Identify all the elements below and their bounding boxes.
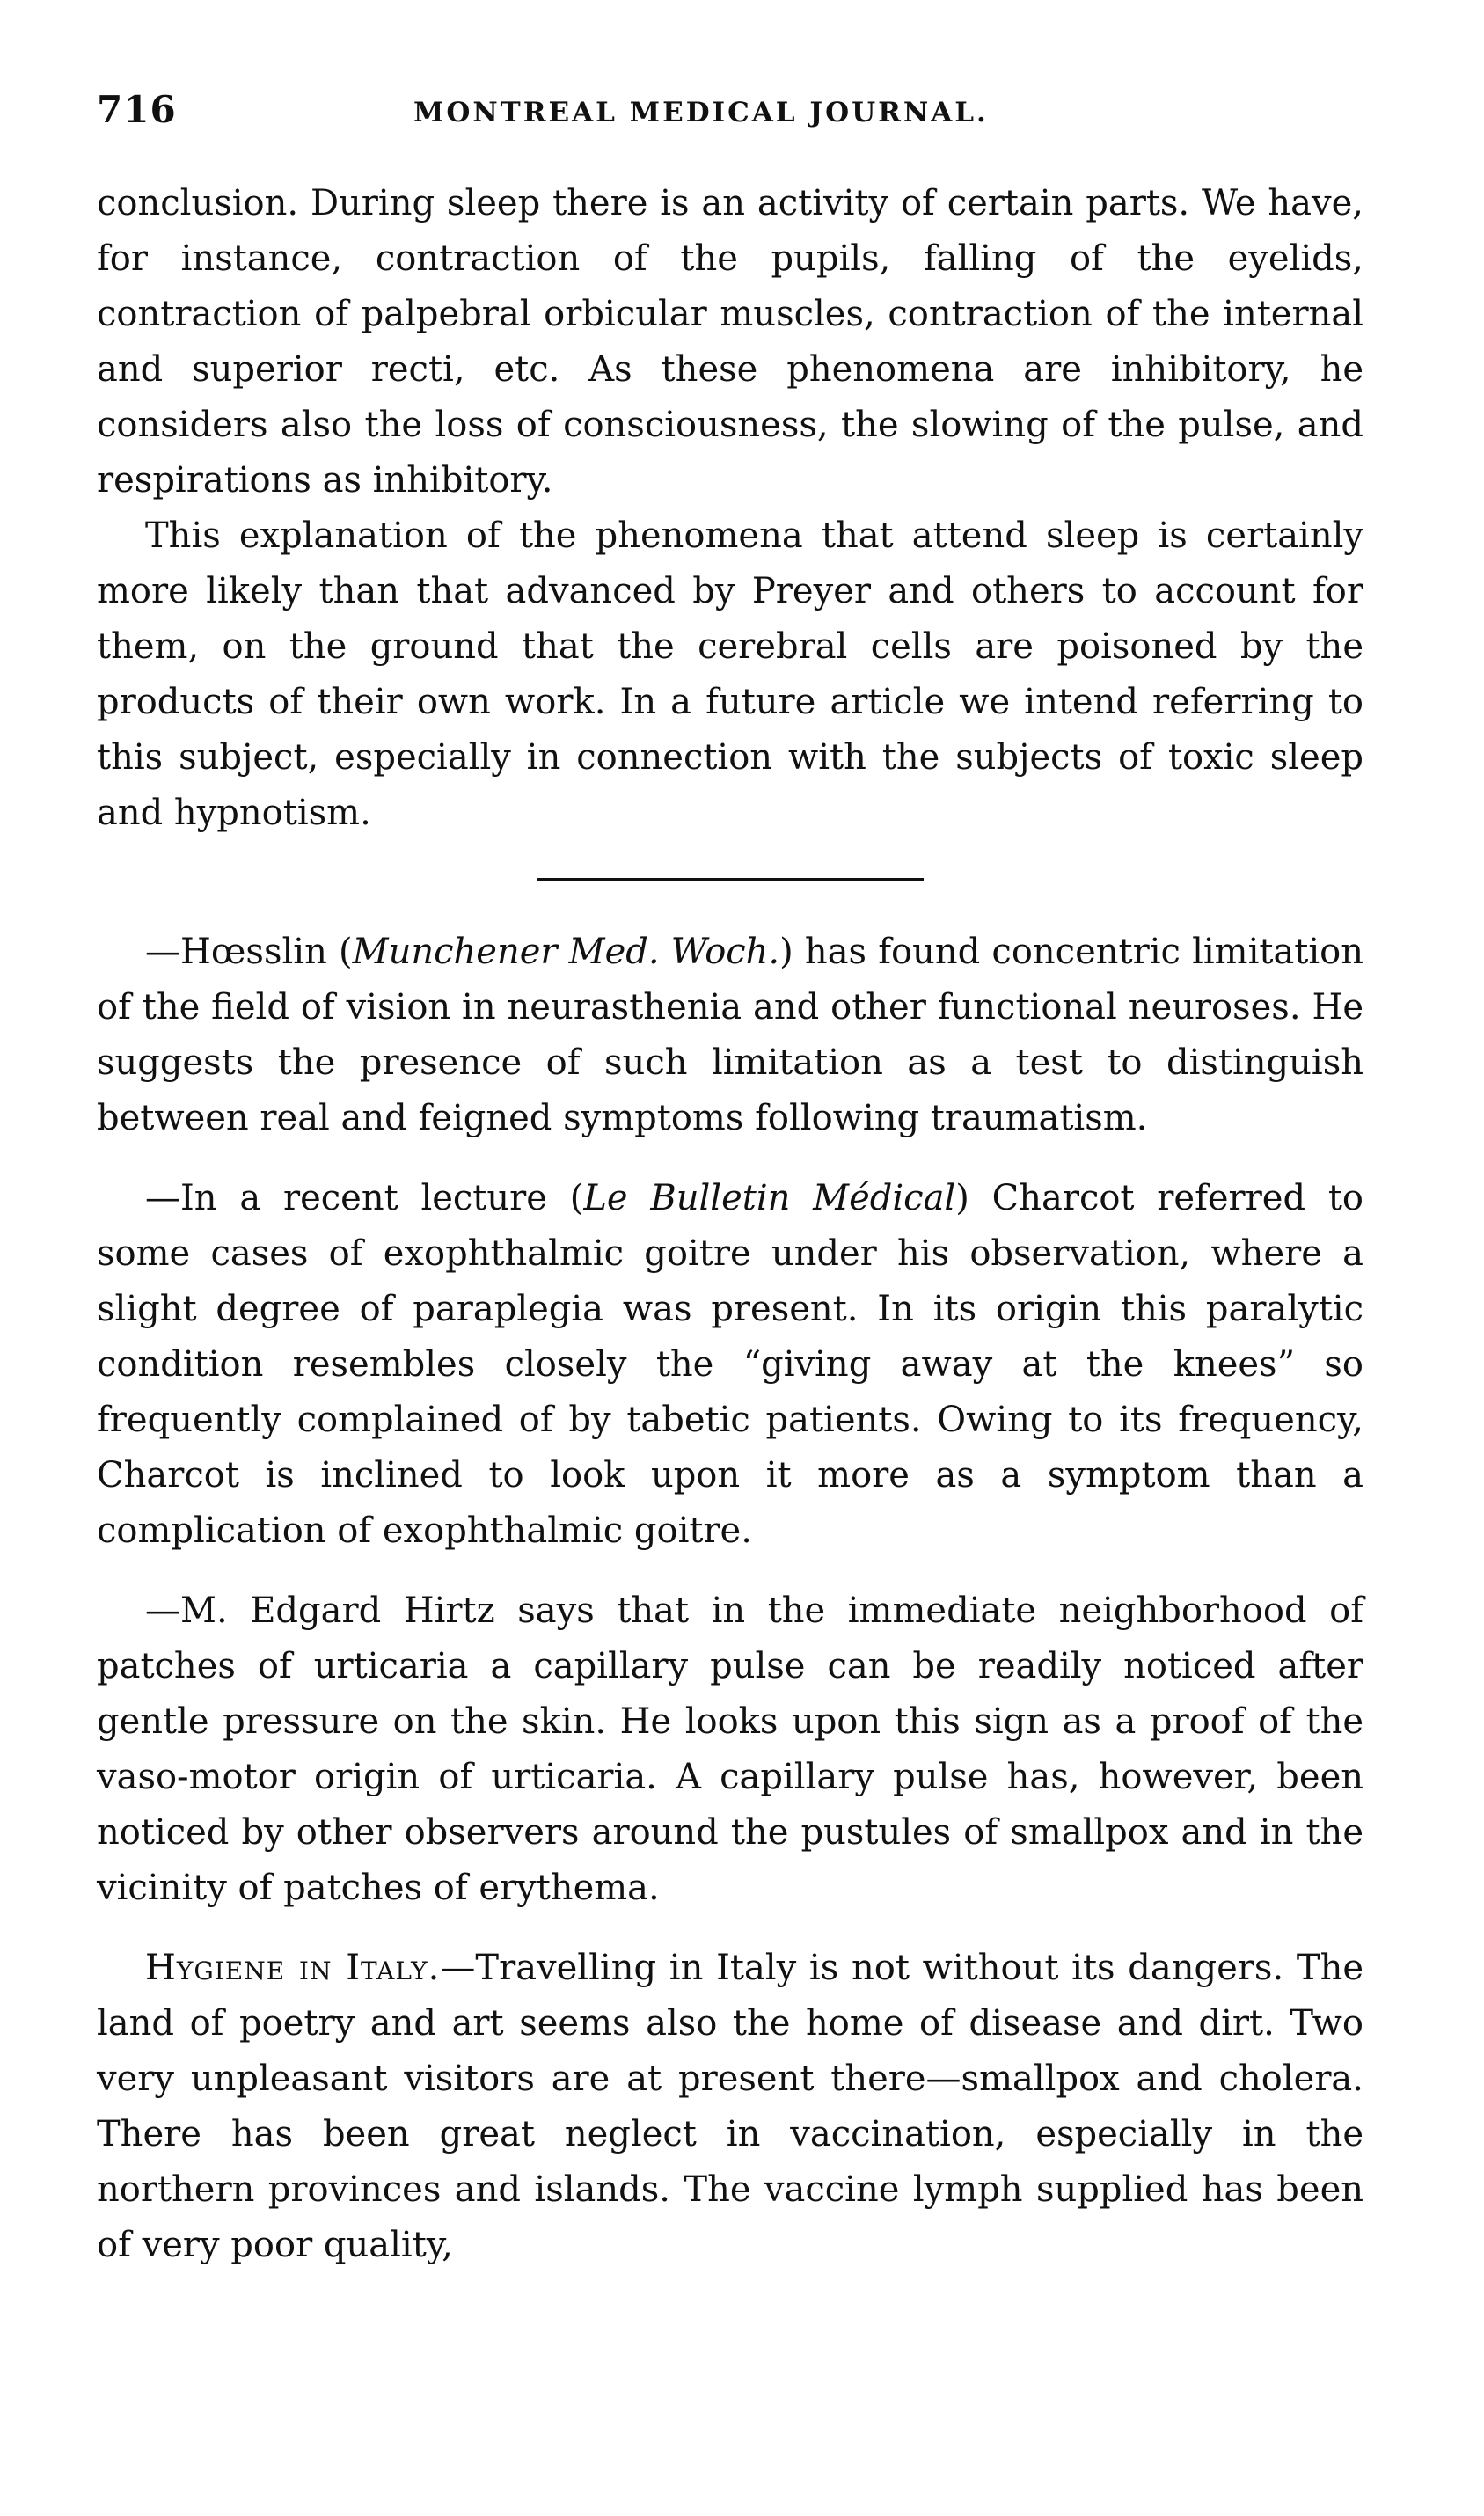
page-number: 716 — [97, 88, 177, 131]
paragraph-hygiene-italy — [97, 1941, 1363, 2273]
paragraph-charcot — [97, 1171, 1363, 1559]
page-header — [97, 88, 1363, 141]
hygiene-heading: Hygiene in Italy. — [145, 1948, 441, 1988]
section-divider — [537, 878, 924, 881]
journal-page — [97, 88, 1363, 2273]
paragraph-hirtz: —M. Edgard Hirtz says that in the immediate neighborhood of patches of urticaria a capillary pulse can be readily noticed after gentle pressure on the skin. He looks upon this sign as a proof of the vaso-motor origin of urticaria. A capillary pulse has, however, been noticed by other observers around the pustules of smallpox and in the vicinity of patches of erythema. — [97, 1591, 1363, 1908]
hoesslin-citation: Munchener Med. Woch. — [352, 932, 780, 972]
hygiene-text: —Travelling in Italy is not without its dangers. The land of poetry and art seems also the home of disease and dirt. Two very unpleasant visitors are at present there—smallpox and cholera. There has been great neglect in vaccination, especially in the northern provinces and islands. The vaccine lymph supplied has been of very poor quality, — [97, 1948, 1364, 2265]
paragraph-hoesslin — [97, 925, 1363, 1146]
running-title: MONTREAL MEDICAL JOURNAL. — [413, 97, 989, 128]
paragraph-sleep-explanation: This explanation of the phenomena that attend sleep is certainly more likely than that advanced by Preyer and others to account for them, on the ground that the cerebral cells are poisoned by the products of their own work. In a future article we intend referring to this subject, especially in connection with the subjects of toxic sleep and hypnotism. — [97, 516, 1363, 833]
charcot-lead: —In a recent lecture ( — [145, 1178, 584, 1218]
paragraph-sleep-conclusion: conclusion. During sleep there is an activity of certain parts. We have, for instance, contraction of the pupils, falling of the eyelids, contraction of palpebral orbicular muscles, contraction of the internal and superior recti, etc. As these phenomena are inhibitory, he considers also the loss of consciousness, the slowing of the pulse, and respirations as inhibitory. — [97, 183, 1363, 501]
charcot-text: ) Charcot referred to some cases of exophthalmic goitre under his observation, where a slight degree of paraplegia was present. In its origin this paralytic condition resembles closely the “giving away at the knees” so frequently complained of by tabetic patients. Owing to its frequency, Charcot is inclined to look upon it more as a symptom than a complication of exophthalmic goitre. — [97, 1178, 1364, 1551]
hoesslin-text: ) has found concentric limitation of the field of vision in neurasthenia and other functional neuroses. He suggests the presence of such limitation as a test to distinguish between real and feigned symptoms following traumatism. — [97, 932, 1364, 1138]
charcot-citation: Le Bulletin Médical — [583, 1178, 956, 1218]
article-body — [97, 176, 1363, 2273]
hoesslin-lead: —Hœsslin ( — [145, 932, 353, 972]
